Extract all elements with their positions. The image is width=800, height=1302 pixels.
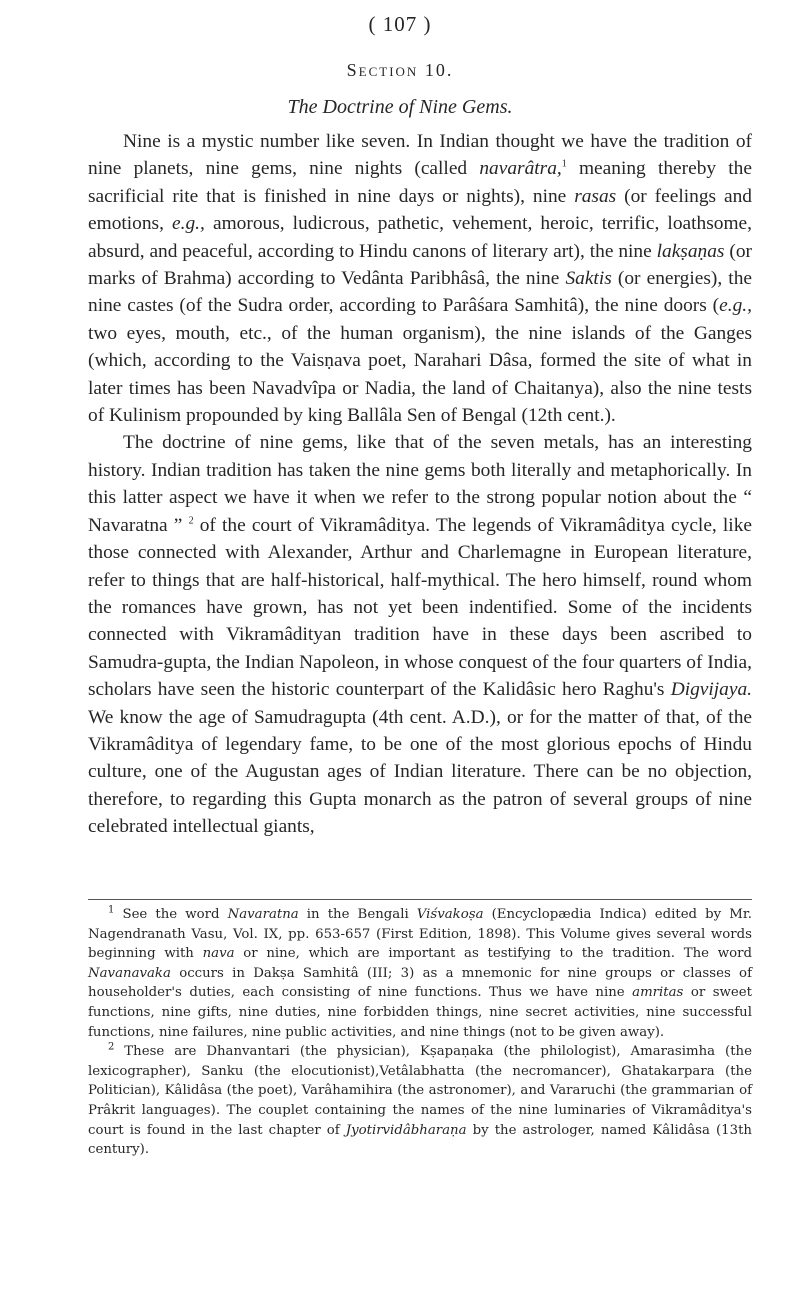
- text-run: The doctrine of nine gems, like that of the seven metals, has an interesting history. Indian tradition has taken the nine gems both literally and metaphorically. In this latter aspect we have it when we refer to the strong popular notion about the “ Navaratna ”: [88, 432, 752, 536]
- italic-term: navarâtra,: [479, 158, 562, 180]
- paragraph: [88, 429, 752, 840]
- text-run: of the court of Vikramâditya. The legends of Vikramâditya cycle, like those connected with Alexander, Arthur and Charlemagne in European literature, refer to things that are half-historical, half-mythical. The hero himself, round whom the romances have grown, has not yet been indentified. Some of the incidents connected with Vikramâdityan tradition have in these days been ascribed to Samudra-gupta, the Indian Napoleon, in whose conquest of the four quarters of India, scholars have seen the historic counterpart of the Kalidâsic hero Raghu's: [88, 514, 752, 701]
- italic-term: amritas: [632, 985, 684, 1001]
- italic-term: e.g.,: [719, 295, 752, 317]
- italic-term: nava: [202, 946, 235, 962]
- italic-term: Jyotirvidâbharaṇa: [345, 1122, 467, 1138]
- italic-term: Navanavaka: [88, 965, 171, 981]
- paragraph: [88, 128, 752, 429]
- text-run: (Encyclopædia Indica) edited by Mr. Nagendranath Vasu, Vol. IX, pp. 653-657 (First Edition, 1898). This Volume gives several words beginning with: [88, 907, 752, 962]
- footnote-marker: 2: [188, 515, 194, 527]
- text-run: two eyes, mouth, etc., of the human organism), the nine islands of the Ganges (which, according to the Vaisṇava poet, Narahari Dâsa, formed the site of what in later times has been Navadvîpa or Nadia, the land of Chaitanya), also the nine tests of Kulinism propounded by king Ballâla Sen of Bengal (12th cent.).: [88, 322, 752, 427]
- text-run: (or feelings and emotions,: [88, 185, 752, 235]
- main-text: [88, 128, 752, 841]
- italic-term: rasas: [574, 185, 617, 207]
- footnote: [88, 1042, 752, 1160]
- italic-term: Viśvakoṣa: [416, 907, 484, 922]
- text-run: amorous, ludicrous, pathetic, vehement, heroic, terrific, loathsome, absurd, and peaceful, according to Hindu canons of literary art), the nine: [88, 213, 752, 262]
- text-run: occurs in Dakṣa Samhitâ (III; 3) as a mnemonic for nine groups or classes of householder's duties, each consisting of nine functions. Thus we have nine: [88, 965, 752, 1001]
- page-number: ( 107 ): [368, 12, 432, 36]
- text-run: We know the age of Samudragupta (4th cent. A.D.), or for the matter of that, of the Vikramâditya of legendary fame, to be one of the most glorious epochs of Hindu culture, one of the Augustan ages of Indian literature. There can be no objection, therefore, to regarding this Gupta monarch as the patron of several groups of nine celebrated intellectual giants,: [88, 706, 752, 838]
- text-run: See the word: [114, 907, 228, 922]
- chapter-subtitle: The Doctrine of Nine Gems.: [287, 96, 513, 118]
- italic-term: Saktis: [565, 268, 612, 290]
- footnote: [88, 905, 752, 1042]
- footnote-marker: 1: [561, 158, 567, 170]
- text-run: or sweet functions, nine gifts, nine duties, nine forbidden things, nine secret activities, nine successful functions, nine failures, nine public activities, and nine things (not to be given away).: [88, 985, 752, 1040]
- text-run: (or energies), the nine castes (of the Sudra order, according to Parâśara Samhitâ), the nine doors (: [88, 268, 752, 317]
- footnote-marker: 2: [108, 1041, 115, 1053]
- footnotes: [88, 905, 752, 1160]
- footnote-divider: [88, 899, 752, 900]
- text-run: meaning thereby the sacrificial rite that is finished in nine days or nights), nine: [88, 158, 752, 207]
- italic-term: Digvijaya.: [670, 679, 752, 701]
- text-run: Nine is a mystic number like seven. In Indian thought we have the tradition of nine planets, nine gems, nine nights (called: [88, 131, 752, 180]
- text-run: by the astrologer, named Kâlidâsa (13th century).: [88, 1122, 752, 1158]
- footnote-marker: 1: [108, 904, 115, 916]
- italic-term: Navaratna: [227, 907, 299, 922]
- italic-term: lakṣaṇas: [656, 240, 725, 262]
- text-run: in the Bengali: [298, 907, 417, 922]
- text-run: These are Dhanvantari (the physician), Kṣapaṇaka (the philologist), Amarasimha (the lexicographer), Sanku (the elocutionist),Vetâlabhatta (the necromancer), Ghatakarpara (the Politician), Kâlidâsa (the poet), Varâhamihira (the astronomer), and Vararuchi (the grammarian of Prâkrit languages). The couplet containing the names of the nine luminaries of Vikramâditya's court is found in the last chapter of: [88, 1044, 752, 1138]
- text-run: or nine, which are important as testifying to the tradition. The word: [234, 946, 752, 962]
- italic-term: e.g.,: [172, 213, 205, 235]
- text-run: (or marks of Brahma) according to Vedânta Paribhâsâ, the nine: [88, 240, 752, 290]
- section-heading: Section 10.: [346, 60, 454, 80]
